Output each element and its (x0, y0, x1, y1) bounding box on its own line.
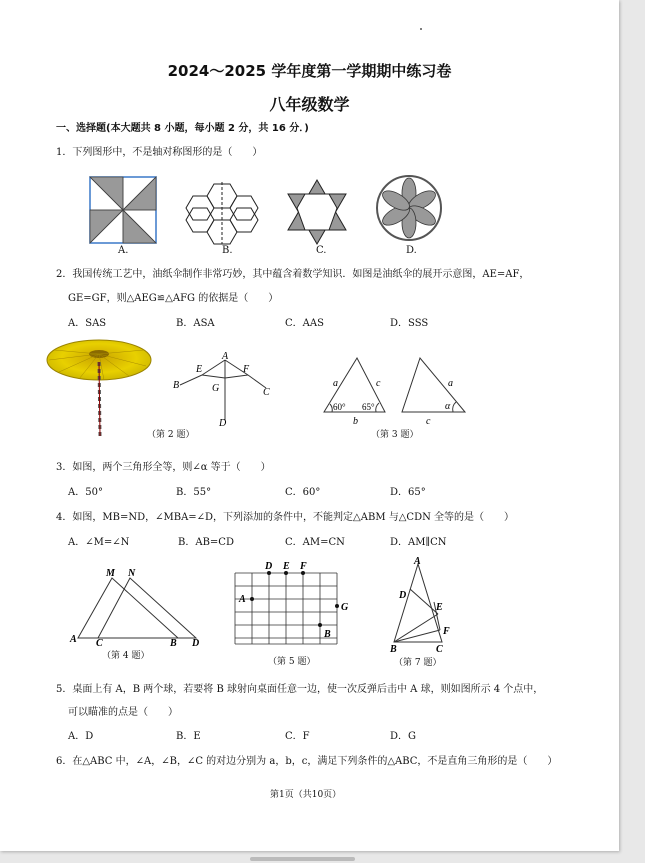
q1-figure-b-hexagons (183, 180, 261, 246)
q4-option-c: C．AM=CN (285, 537, 345, 548)
q5-label-f: F (300, 561, 307, 572)
q5-label-b: B (324, 629, 331, 640)
q7-figure (388, 556, 460, 656)
q7-label-f: F (443, 626, 450, 637)
q5-stem-line2: 可以瞄准的点是（ ） (68, 707, 178, 718)
q2-option-c: C．AAS (285, 318, 324, 329)
q2-option-b: B．ASA (176, 318, 215, 329)
q1-label-d: D. (406, 245, 417, 256)
page-number: 第1页（共10页） (270, 790, 342, 800)
q5-grid-figure (230, 558, 355, 650)
q4-stem: 4．如图，MB=ND，∠MBA=∠D，下列添加的条件中，不能判定△ABM 与△CDN 全等的是（ ） (56, 512, 515, 523)
q3-option-b: B．55° (176, 487, 212, 498)
q2-caption: （第 2 题） (147, 430, 195, 440)
exam-title: 2024～2025 学年度第一学期期中练习卷 (167, 62, 452, 80)
q4-label-n: N (128, 568, 136, 579)
q4-label-d: D (192, 638, 200, 648)
q5-label-e: E (283, 561, 290, 572)
q4-option-b: B．AB=CD (178, 537, 234, 548)
q2-umbrella-photo (44, 338, 154, 438)
exam-subtitle: 八年级数学 (269, 95, 350, 114)
speck (420, 28, 422, 30)
q3-label-alpha: α (445, 401, 451, 412)
q2-option-a: A．SAS (68, 318, 107, 329)
q5-caption: （第 5 题） (268, 657, 316, 667)
q2-stem-line1: 2．我国传统工艺中，油纸伞制作非常巧妙，其中蕴含着数学知识．如图是油纸伞的展开示意图，AE=AF， (56, 269, 530, 280)
q4-caption: （第 4 题） (102, 651, 150, 661)
q7-label-a: A (414, 556, 421, 567)
q2-label-a: A (222, 351, 229, 362)
q2-label-e: E (196, 364, 203, 375)
q3-option-c: C．60° (285, 487, 321, 498)
q4-label-a: A (70, 634, 77, 645)
q3-label-a1: a (333, 378, 338, 389)
q3-option-a: A．50° (68, 487, 103, 498)
q3-angle-60: 60° (333, 402, 346, 412)
q3-angle-65: 65° (362, 402, 375, 412)
q3-option-d: D．65° (390, 487, 426, 498)
q1-label-b: B. (222, 245, 233, 256)
q2-label-g: G (212, 383, 220, 394)
q5-option-b: B．E (176, 731, 201, 742)
q7-label-c: C (436, 644, 443, 655)
q3-label-a2: a (448, 378, 453, 389)
q5-label-d: D (265, 561, 273, 572)
q2-label-f: F (243, 364, 250, 375)
q3-label-c2: c (426, 416, 431, 427)
q5-label-a: A (239, 594, 246, 605)
q2-label-c: C (263, 387, 270, 398)
q3-label-c1: c (376, 378, 381, 389)
q7-label-e: E (436, 602, 443, 613)
q1-stem: 1．下列图形中，不是轴对称图形的是（ ） (56, 147, 263, 158)
horizontal-scrollbar[interactable] (250, 857, 355, 861)
section-heading: 一、选择题(本大题共 8 小题，每小题 2 分，共 16 分．) (56, 123, 309, 134)
q5-option-a: A．D (68, 731, 94, 742)
q5-option-d: D．G (390, 731, 417, 742)
q1-label-a: A. (118, 245, 129, 256)
q1-figure-d-flower (374, 173, 444, 243)
q1-figure-a-pinwheel (88, 175, 158, 245)
q5-option-c: C．F (285, 731, 310, 742)
q2-label-b: B (173, 380, 180, 391)
q5-stem-line1: 5．桌面上有 A，B 两个球，若要将 B 球射向桌面任意一边，使一次反弹后击中 A 球，则如图所示 4 个点中， (56, 684, 544, 695)
q3-stem: 3．如图，两个三角形全等，则∠α 等于（ ） (56, 462, 271, 473)
q4-option-d: D．AM∥CN (390, 537, 447, 548)
q3-label-b: b (353, 416, 358, 427)
q4-option-a: A．∠M=∠N (68, 537, 130, 548)
q1-figure-c-star (284, 178, 350, 246)
q4-label-m: M (106, 568, 115, 579)
q7-caption: （第 7 题） (394, 658, 442, 668)
q4-label-c: C (96, 638, 103, 648)
q6-stem: 6．在△ABC 中，∠A，∠B，∠C 的对边分别为 a，b，c，满足下列条件的△ABC，不是直角三角形的是（ ） (56, 756, 558, 767)
q4-figure (68, 566, 208, 648)
q2-stem-line2: GE=GF，则△AEG≌△AFG 的依据是（ ） (68, 293, 279, 304)
q7-label-b: B (390, 644, 397, 655)
q1-label-c: C. (316, 245, 327, 256)
q4-label-b: B (170, 638, 177, 648)
q3-caption: （第 3 题） (371, 430, 419, 440)
q2-label-d: D (219, 418, 227, 429)
q7-label-d: D (399, 590, 407, 601)
q2-umbrella-diagram (170, 350, 280, 430)
q3-triangles (320, 350, 470, 430)
q2-option-d: D．SSS (390, 318, 429, 329)
q5-label-g: G (341, 602, 349, 613)
